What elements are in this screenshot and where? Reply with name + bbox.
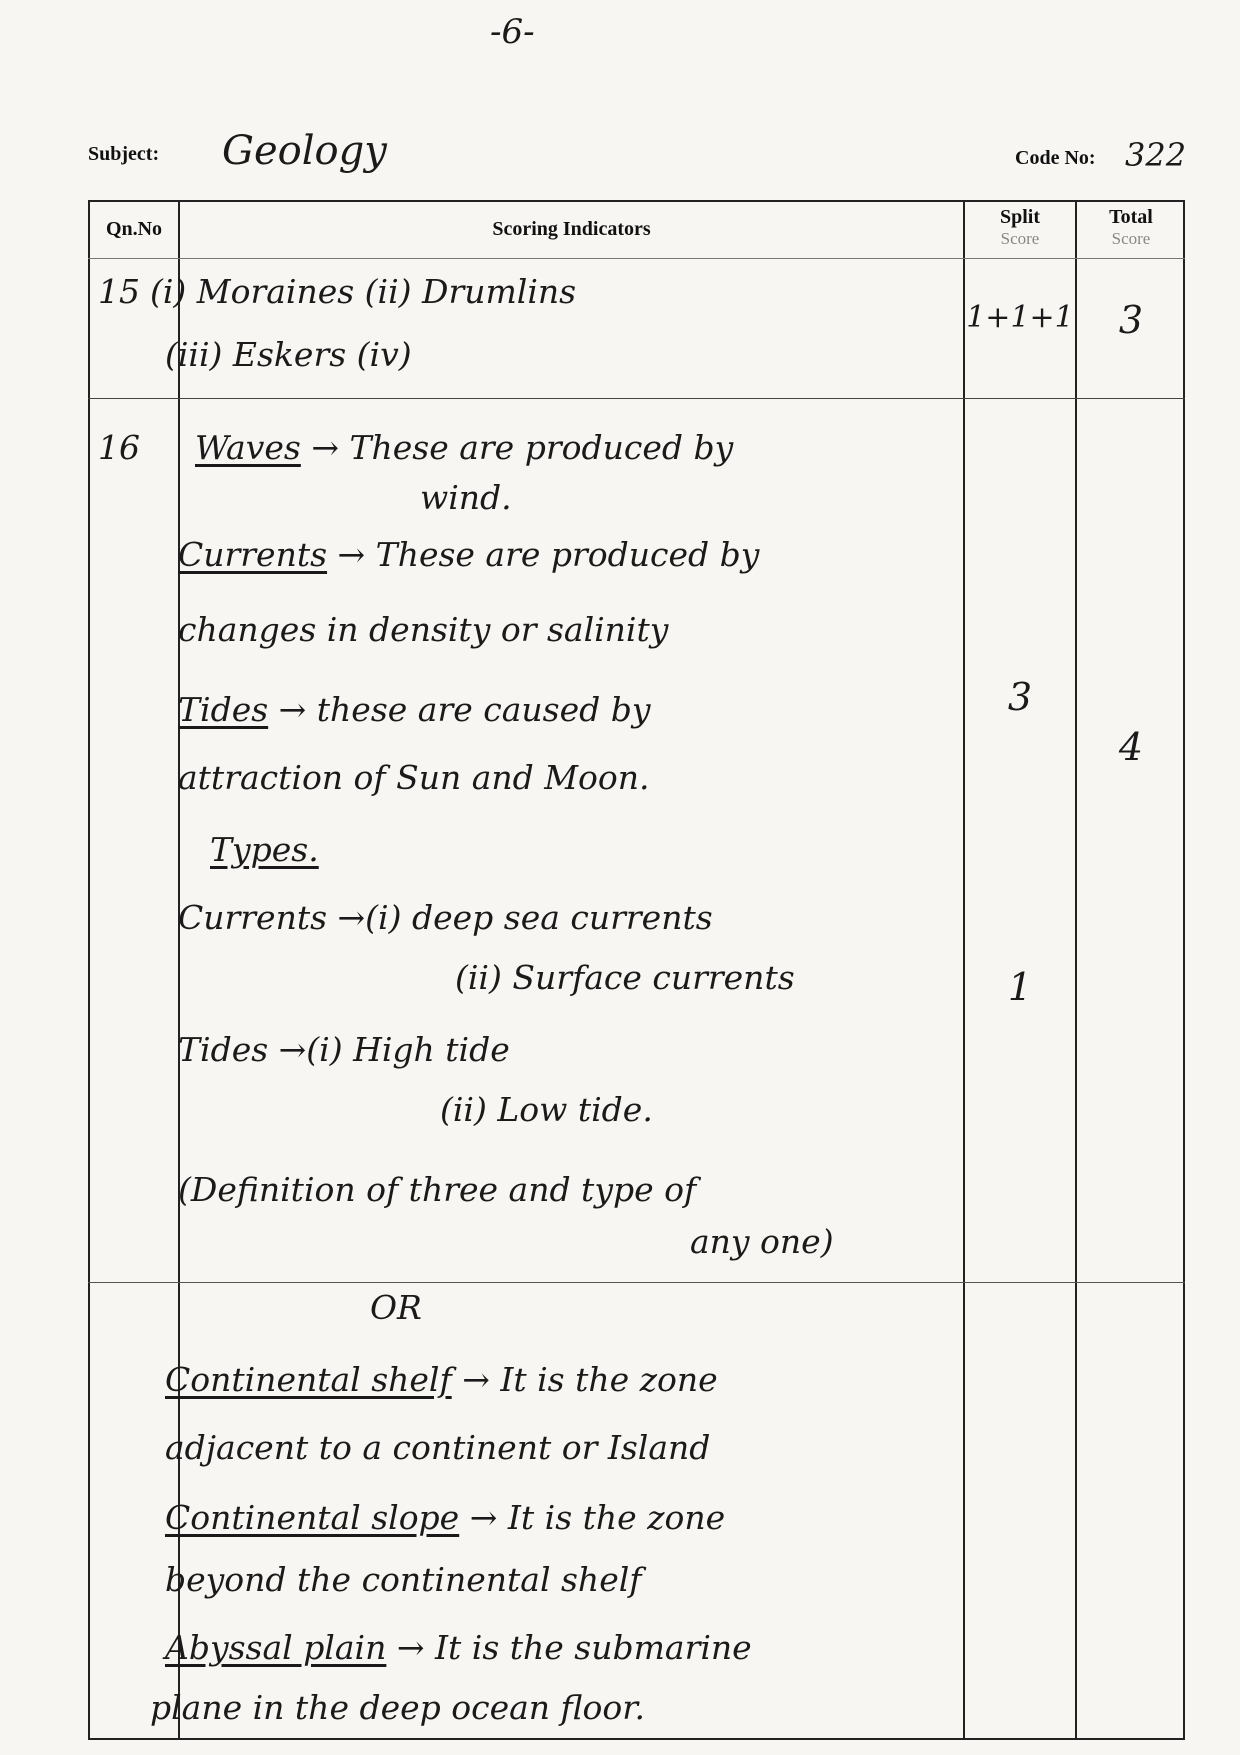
shelf-term: Continental shelf (165, 1360, 452, 1399)
q16-split-score-types: 1 (1007, 965, 1033, 1009)
page-number: -6- (490, 12, 535, 52)
subject-value: Geology (222, 128, 387, 174)
q16-types-tides: Tides →(i) High tide (178, 1030, 510, 1069)
q16-waves-line (195, 428, 733, 467)
row-divider-or (88, 1282, 1185, 1283)
code-label: Code No: (1015, 147, 1096, 169)
q15-total-score: 3 (1118, 298, 1144, 342)
shelf-text: → It is the zone (462, 1360, 718, 1399)
q15-split-score: 1+1+1 (966, 300, 1074, 335)
header-scoring-indicators: Scoring Indicators (492, 218, 651, 240)
waves-term: Waves (195, 428, 301, 467)
abyssal-term: Abyssal plain (165, 1628, 387, 1667)
q15-answer-line2: (iii) Eskers (iv) (165, 335, 412, 374)
question-number-16: 16 (98, 428, 140, 467)
currents-text: → These are produced by (337, 535, 760, 574)
q16-tides-line2: attraction of Sun and Moon. (178, 758, 650, 797)
q16-types-label: Types. (210, 830, 319, 869)
slope-term: Continental slope (165, 1498, 460, 1537)
tides-text: → these are caused by (278, 690, 651, 729)
q16-or-label: OR (370, 1288, 422, 1327)
header-split-line2: Score (1000, 229, 1040, 248)
header-total-line2: Score (1111, 229, 1151, 248)
q15-answer-line1: (i) Moraines (ii) Drumlins (150, 272, 577, 311)
header-split-line1: Split (999, 206, 1041, 228)
header-qn-no: Qn.No (105, 218, 163, 240)
q16-types-tides2: (ii) Low tide. (440, 1090, 653, 1129)
q16-waves-line2: wind. (420, 478, 512, 517)
header-split-score (965, 206, 1075, 250)
q16-shelf-line (165, 1360, 718, 1399)
abyssal-text: → It is the submarine (396, 1628, 752, 1667)
q16-total-score: 4 (1118, 725, 1144, 769)
q16-types-currents2: (ii) Surface currents (455, 958, 795, 997)
q16-slope-line (165, 1498, 725, 1537)
q16-note-line2: any one) (690, 1222, 834, 1261)
q16-types-currents: Currents →(i) deep sea currents (178, 898, 713, 937)
slope-text: → It is the zone (469, 1498, 726, 1537)
q16-abyssal-line (165, 1628, 752, 1667)
q16-note-line1: (Definition of three and type of (178, 1170, 697, 1209)
code-value: 322 (1125, 136, 1187, 174)
header-total-score (1077, 206, 1185, 250)
q16-currents-line2: changes in density or salinity (178, 610, 669, 649)
column-divider-total (1075, 200, 1077, 1740)
subject-label: Subject: (88, 143, 160, 165)
q16-split-score-definitions: 3 (1007, 675, 1033, 719)
currents-term: Currents (178, 535, 328, 574)
header-row-divider (88, 258, 1185, 259)
q16-abyssal-line2: plane in the deep ocean floor. (150, 1688, 645, 1727)
waves-text: → These are produced by (311, 428, 734, 467)
tides-term: Tides (178, 690, 269, 729)
header-total-line1: Total (1109, 206, 1153, 228)
row-divider-15-16 (88, 398, 1185, 399)
q16-shelf-line2: adjacent to a continent or Island (165, 1428, 711, 1467)
question-number-15: 15 (98, 272, 140, 311)
q16-currents-line (178, 535, 759, 574)
q16-tides-line (178, 690, 651, 729)
q16-slope-line2: beyond the continental shelf (165, 1560, 642, 1599)
